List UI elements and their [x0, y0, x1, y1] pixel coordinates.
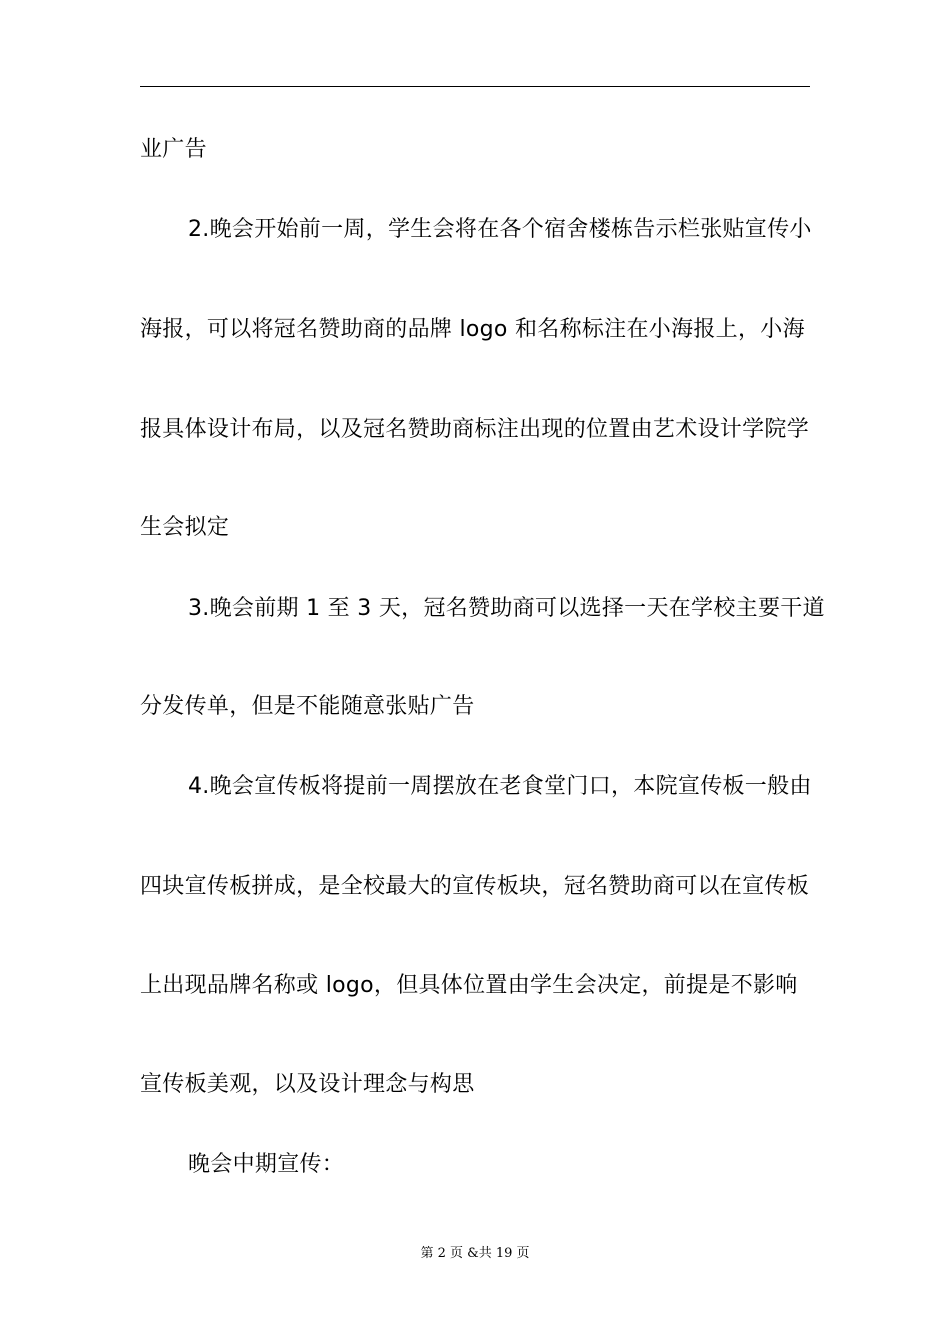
- header-rule: [140, 86, 810, 87]
- body-line-6: 3.晚会前期 1 至 3 天，冠名赞助商可以选择一天在学校主要干道: [188, 596, 825, 621]
- body-line-4: 报具体设计布局，以及冠名赞助商标注出现的位置由艺术设计学院学: [140, 417, 810, 442]
- body-line-1: 业广告: [140, 137, 207, 162]
- page-number-footer: 第 2 页 &共 19 页: [420, 1246, 530, 1261]
- body-line-5: 生会拟定: [140, 515, 230, 540]
- body-line-7: 分发传单，但是不能随意张贴广告: [140, 694, 475, 719]
- body-line-9: 四块宣传板拼成，是全校最大的宣传板块，冠名赞助商可以在宣传板: [140, 874, 810, 899]
- body-line-8: 4.晚会宣传板将提前一周摆放在老食堂门口，本院宣传板一般由: [188, 774, 812, 799]
- body-line-11: 宣传板美观，以及设计理念与构思: [140, 1072, 475, 1097]
- body-line-3: 海报，可以将冠名赞助商的品牌 logo 和名称标注在小海报上，小海: [140, 317, 805, 342]
- body-line-12: 晚会中期宣传：: [188, 1152, 345, 1177]
- body-line-2: 2.晚会开始前一周，学生会将在各个宿舍楼栋告示栏张贴宣传小: [188, 217, 812, 242]
- body-line-10: 上出现品牌名称或 logo，但具体位置由学生会决定，前提是不影响: [140, 973, 798, 998]
